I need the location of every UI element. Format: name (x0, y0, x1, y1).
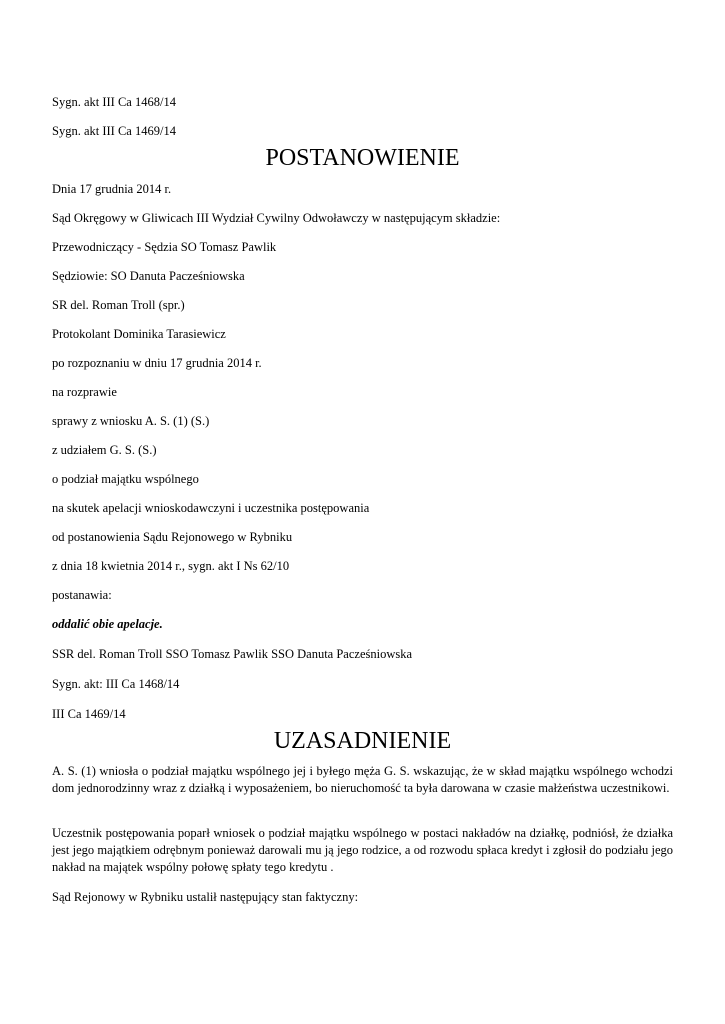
text-line: od postanowienia Sądu Rejonowego w Rybniku (52, 530, 293, 544)
text-line: Sąd Okręgowy w Gliwicach III Wydział Cywilny Odwoławczy w następującym składzie: (52, 211, 501, 225)
text-line: po rozpoznaniu w dniu 17 grudnia 2014 r. (52, 356, 262, 370)
paragraph: A. S. (1) wniosła o podział majątku wspólnego jej i byłego męża G. S. wskazując, że w skład majątku wspólnego wchodzi dom jednorodzinny wraz z działką i wyposażeniem, bo nieruchomość ta była darowana w czasie małżeństwa uczestnikowi. (52, 764, 673, 795)
text-line: z dnia 18 kwietnia 2014 r., sygn. akt I Ns 62/10 (52, 559, 290, 573)
case-number-line: Sygn. akt III Ca 1468/14 (52, 95, 176, 109)
text-line: postanawia: (52, 588, 112, 602)
case-number-line: Sygn. akt: III Ca 1468/14 (52, 677, 180, 691)
text-line: o podział majątku wspólnego (52, 472, 199, 486)
paragraph: Sąd Rejonowy w Rybniku ustalił następujący stan faktyczny: (52, 890, 359, 904)
case-number-line: Sygn. akt III Ca 1469/14 (52, 124, 176, 138)
text-line: na skutek apelacji wnioskodawczyni i uczestnika postępowania (52, 501, 370, 515)
text-line: Dnia 17 grudnia 2014 r. (52, 182, 172, 196)
text-line: sprawy z wniosku A. S. (1) (S.) (52, 414, 210, 428)
text-line: Sędziowie: SO Danuta Pacześniowska (52, 269, 245, 283)
text-line: Protokolant Dominika Tarasiewicz (52, 327, 226, 341)
section-title: UZASADNIENIE (273, 728, 452, 754)
document-title: POSTANOWIENIE (265, 145, 460, 171)
case-number-line: III Ca 1469/14 (52, 707, 126, 721)
decision-text: oddalić obie apelacje. (52, 617, 163, 631)
text-line: na rozprawie (52, 385, 117, 399)
text-line: z udziałem G. S. (S.) (52, 443, 157, 457)
signatures-line: SSR del. Roman Troll SSO Tomasz Pawlik SSO Danuta Pacześniowska (52, 647, 413, 661)
paragraph: Uczestnik postępowania poparł wniosek o podział majątku wspólnego w postaci nakładów na działkę, podniósł, że działka jest jego majątkiem odrębnym ponieważ darowali mu ją jego rodzice, a od rozwodu spłaca kredyt i zgłosił do podziału jego nakład na majątek wspólny połowę spłaty tego kredytu . (52, 826, 673, 874)
text-line: Przewodniczący - Sędzia SO Tomasz Pawlik (52, 240, 277, 254)
text-line: SR del. Roman Troll (spr.) (52, 298, 185, 312)
